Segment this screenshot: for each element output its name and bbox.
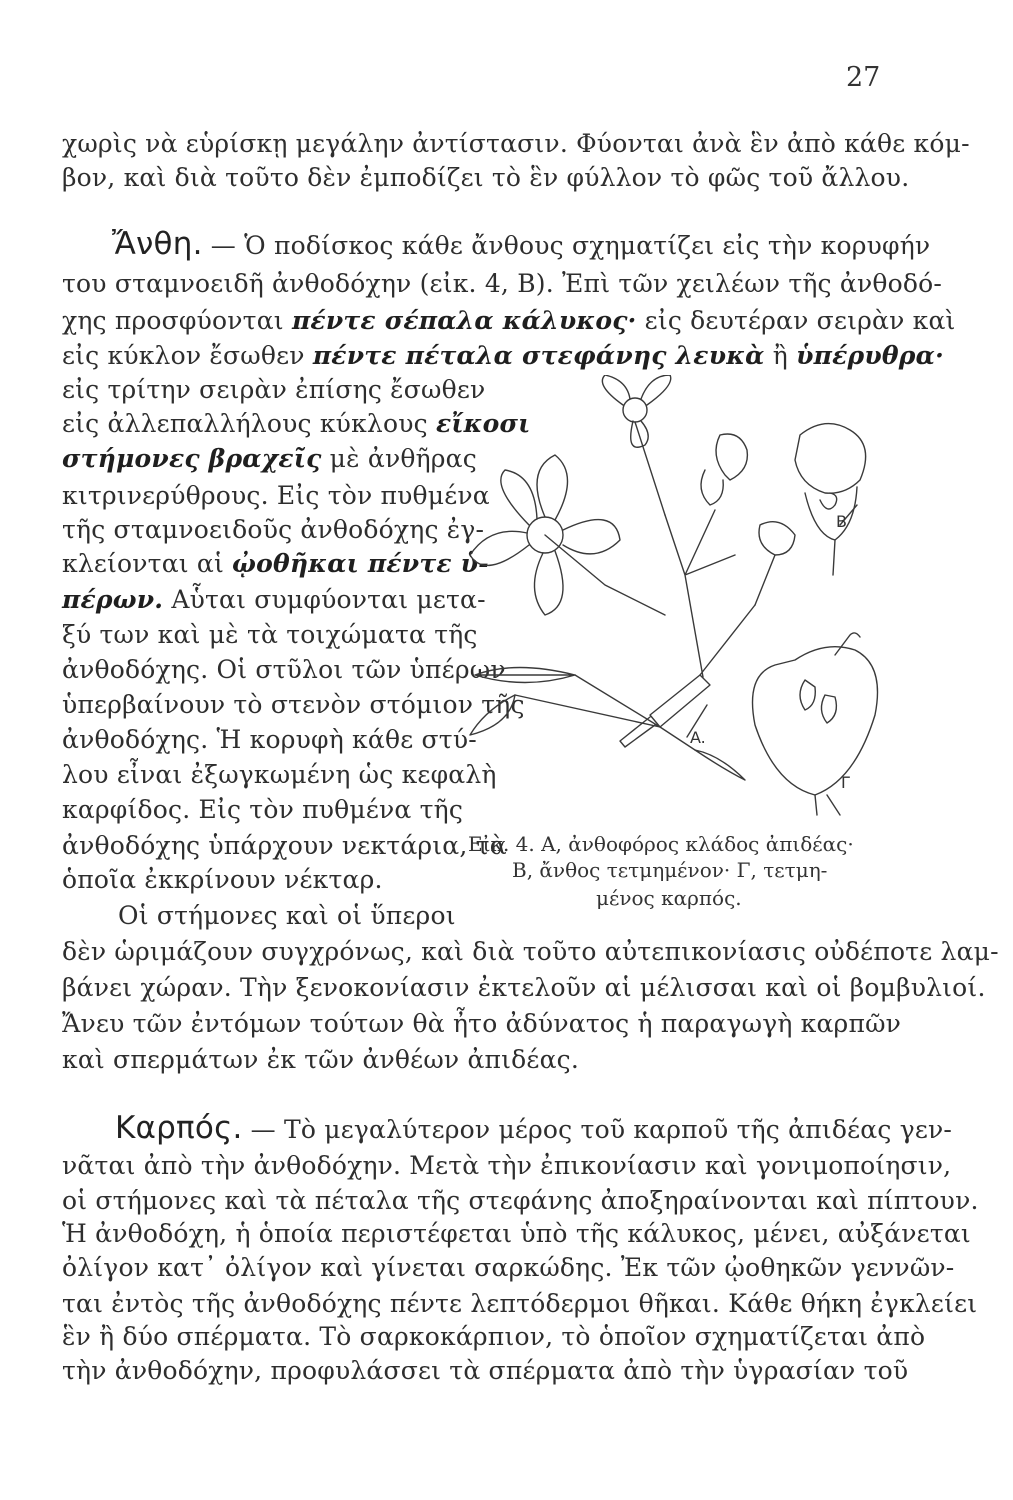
text-line: στήμονες βραχεῖς μὲ ἀνθῆρας: [62, 444, 477, 473]
text-line: Ἄνθη. — Ὁ ποδίσκος κάθε ἄνθους σχηματίζει εἰς τὴν κορυφήν: [112, 226, 931, 262]
text-line: οἱ στήμονες καὶ τὰ πέταλα τῆς στεφάνης ἀποξηραίνονται καὶ πίπτουν.: [62, 1186, 979, 1215]
text-line: ὀλίγον κατ᾿ ὀλίγον καὶ γίνεται σαρκώδης. Ἐκ τῶν ᾠοθηκῶν γεννῶν-: [62, 1253, 955, 1282]
text-line: τῆς σταμνοειδοῦς ἀνθοδόχης ἐγ-: [62, 515, 485, 544]
figure-caption-line: μένος καρπός.: [596, 886, 742, 910]
emphasis: ὑπέρυθρα·: [796, 341, 944, 370]
text-line: χωρὶς νὰ εὑρίσκῃ μεγάλην ἀντίστασιν. Φύονται ἀνὰ ἓν ἀπὸ κάθε κόμ-: [62, 129, 970, 158]
text-line: καὶ σπερμάτων ἐκ τῶν ἀνθέων ἀπιδέας.: [62, 1045, 580, 1074]
text-line: ὑπερβαίνουν τὸ στενὸν στόμιον τῆς: [62, 690, 525, 719]
figure-label-a: A.: [690, 728, 706, 747]
section-heading-anthi: Ἄνθη.: [112, 226, 203, 262]
text-line: ἀνθοδόχης ὑπάρχουν νεκτάρια, τὰ: [62, 831, 507, 860]
text-line: χης προσφύονται πέντε σέπαλα κάλυκος· εἰς δευτέραν σειρὰν καὶ: [62, 306, 956, 335]
figure-label-b: B: [836, 512, 847, 531]
figure-label-g: Γ: [841, 773, 850, 792]
text-line: Οἱ στήμονες καὶ οἱ ὕπεροι: [118, 901, 456, 930]
text-line: ται ἐντὸς τῆς ἀνθοδόχης πέντε λεπτόδερμοι θῆκαι. Κάθε θήκη ἐγκλείει: [62, 1289, 978, 1318]
text-line: κλείονται αἱ ᾠοθῆκαι πέντε ὑ-: [62, 549, 489, 578]
text-line: του σταμνοειδῆ ἀνθοδόχην (εἰκ. 4, Β). Ἐπὶ τῶν χειλέων τῆς ἀνθοδό-: [62, 269, 943, 298]
text-line: Ἄνευ τῶν ἐντόμων τούτων θὰ ἦτο ἀδύνατος ἡ παραγωγὴ καρπῶν: [62, 1009, 902, 1038]
text-line: ἀνθοδόχης. Οἱ στῦλοι τῶν ὑπέρων: [62, 655, 506, 684]
cut-fruit-g: [753, 647, 878, 795]
emphasis: πέντε πέταλα στεφάνης λευκὰ: [312, 341, 765, 370]
text-line: τὴν ἀνθοδόχην, προφυλάσσει τὰ σπέρματα ἀπὸ τὴν ὑγρασίαν τοῦ: [62, 1356, 909, 1385]
cut-flower-b: [795, 424, 866, 494]
emphasis: πέντε σέπαλα κάλυκος·: [291, 306, 637, 335]
text-line: λου εἶναι ἐξωγκωμένη ὡς κεφαλὴ: [62, 760, 497, 789]
section-heading-karpos: Καρπός.: [115, 1110, 243, 1146]
page-number: 27: [846, 62, 881, 93]
emphasis: στήμονες βραχεῖς: [62, 444, 322, 473]
emphasis: ᾠοθῆκαι πέντε ὑ-: [232, 549, 489, 578]
text-line: βον, καὶ διὰ τοῦτο δὲν ἐμποδίζει τὸ ἓν φύλλον τὸ φῶς τοῦ ἄλλου.: [62, 163, 910, 192]
figure-caption-line: Β, ἄνθος τετμημένον· Γ, τετμη-: [512, 858, 828, 882]
emphasis: εἴκοσι: [435, 409, 531, 438]
text-line: ὁποῖα ἐκκρίνουν νέκταρ.: [62, 865, 383, 894]
branch-stem: [650, 675, 710, 727]
text-line: εἰς κύκλον ἔσωθεν πέντε πέταλα στεφάνης λευκὰ ἢ ὑπέρυθρα·: [62, 341, 944, 370]
text-line: πέρων. Αὗται συμφύονται μετα-: [62, 585, 486, 614]
figure-caption-line: Εἰκ. 4. Α, ἀνθοφόρος κλάδος ἀπιδέας·: [468, 832, 854, 856]
text-line: ἀνθοδόχης. Ἡ κορυφὴ κάθε στύ-: [62, 725, 477, 754]
text-line: ξύ των καὶ μὲ τὰ τοιχώματα τῆς: [62, 620, 478, 649]
text-line: βάνει χώραν. Τὴν ξενοκονίασιν ἐκτελοῦν αἱ μέλισσαι καὶ οἱ βομβυλιοί.: [62, 973, 986, 1002]
text-line: εἰς τρίτην σειρὰν ἐπίσης ἔσωθεν: [62, 375, 486, 404]
text-line: Ἡ ἀνθοδόχη, ἡ ὁποία περιστέφεται ὑπὸ τῆς κάλυκος, μένει, αὐξάνεται: [62, 1219, 971, 1248]
text-line: νᾶται ἀπὸ τὴν ἀνθοδόχην. Μετὰ τὴν ἐπικονίασιν καὶ γονιμοποίησιν,: [62, 1151, 952, 1180]
text-line: Καρπός. — Τὸ μεγαλύτερον μέρος τοῦ καρποῦ τῆς ἀπιδέας γεν-: [115, 1110, 953, 1146]
text-line: ἓν ἢ δύο σπέρματα. Τὸ σαρκοκάρπιον, τὸ ὁποῖον σχηματίζεται ἀπὸ: [62, 1322, 926, 1351]
pear-flower-illustration: [455, 375, 895, 835]
text-line: καρφίδος. Εἰς τὸν πυθμένα τῆς: [62, 795, 464, 824]
text-line: δὲν ὡριμάζουν συγχρόνως, καὶ διὰ τοῦτο αὐτεπικονίασις οὐδέποτε λαμ-: [62, 937, 999, 966]
text-line: εἰς ἀλλεπαλλήλους κύκλους εἴκοσι: [62, 409, 531, 438]
text-line: κιτρινερύθρους. Εἰς τὸν πυθμένα: [62, 481, 490, 510]
emphasis: πέρων.: [62, 585, 164, 614]
